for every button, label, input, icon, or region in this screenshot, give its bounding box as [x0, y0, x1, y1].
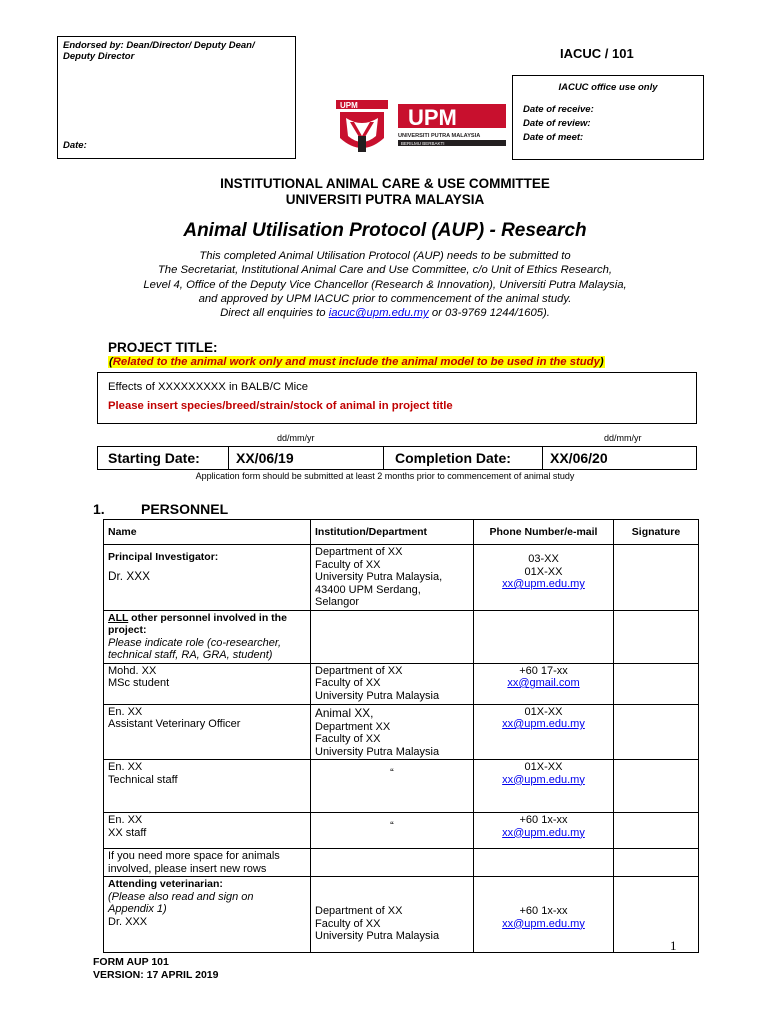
table-row [104, 849, 699, 877]
date-of-review-label: Date of review: [523, 118, 591, 129]
signature-cell[interactable] [614, 877, 699, 953]
signature-cell[interactable] [614, 760, 699, 813]
completion-date-label: Completion Date: [395, 450, 511, 466]
col-phone-header: Phone Number/e-mail [474, 520, 614, 545]
pi-name: Dr. XXX [108, 568, 150, 583]
intro-line-4: and approved by UPM IACUC prior to commencement of the animal study. [198, 292, 572, 305]
office-use-title: IACUC office use only [558, 82, 658, 93]
table-row: En. XX Technical staff “ 01X-XX xx@upm.edu.my [104, 760, 699, 813]
intro-text [85, 249, 685, 320]
col-signature-header: Signature [614, 520, 699, 545]
committee-line-2: UNIVERSITI PUTRA MALAYSIA [285, 192, 485, 207]
vet-label: Attending veterinarian: [108, 878, 223, 890]
date-of-receive-label: Date of receive: [523, 104, 594, 115]
other-personnel-hint: Please indicate role (co-researcher, technical staff, RA, GRA, student) [108, 636, 282, 661]
vet-hint: (Please also read and sign on Appendix 1) [108, 890, 254, 915]
project-title-warning: Please insert species/breed/strain/stock of animal in project title [108, 400, 453, 412]
form-code: IACUC / 101 [560, 46, 634, 61]
table-row: Attending veterinarian: (Please also read and sign on Appendix 1) Dr. XXX Department of XX Faculty of XX University Putra Malaysia +60 1x-xx xx@upm.edu.my [104, 877, 699, 953]
signature-cell[interactable] [614, 704, 699, 760]
other-personnel-label: ALL other personnel involved in the project: [108, 611, 287, 636]
section-title: PERSONNEL [141, 501, 229, 517]
page-number: 1 [670, 938, 677, 953]
col-name-header: Name [104, 520, 311, 545]
pi-email-link[interactable]: xx@upm.edu.my [502, 578, 585, 590]
end-date-format: dd/mm/yr [604, 433, 642, 443]
application-note: Application form should be submitted at least 2 months prior to commencement of animal study [195, 471, 575, 481]
intro-line-5: Direct all enquiries to iacuc@upm.edu.my or 03-9769 1244/1605). [220, 307, 550, 320]
project-title-field[interactable] [97, 372, 697, 424]
endorse-date-label: Date: [63, 140, 87, 151]
intro-line-1: This completed Animal Utilisation Protocol (AUP) needs to be submitted to [199, 250, 571, 262]
iacuc-email-link[interactable]: iacuc@upm.edu.my [328, 307, 429, 320]
table-header-row [104, 520, 699, 545]
starting-date-value[interactable]: XX/06/19 [236, 450, 294, 466]
footer [93, 956, 218, 982]
table-row: En. XX XX staff “ +60 1x-xx xx@upm.edu.my [104, 813, 699, 849]
completion-date-value[interactable]: XX/06/20 [550, 450, 608, 466]
table-row: En. XX Assistant Veterinary Officer Animal XX, Department XX Faculty of XX University Putra Malaysia 01X-XX xx@upm.edu.my [104, 704, 699, 760]
svg-text:UPM: UPM [340, 101, 358, 110]
personnel-table [103, 519, 699, 953]
committee-line-1: INSTITUTIONAL ANIMAL CARE & USE COMMITTEE [220, 176, 550, 191]
table-row: Mohd. XX MSc student Department of XX Faculty of XX University Putra Malaysia +60 17-xx xx@gmail.com [104, 663, 699, 704]
project-title-heading: PROJECT TITLE: [108, 340, 218, 355]
pi-label: Principal Investigator: [108, 551, 219, 563]
project-title-value: Effects of XXXXXXXXX in BALB/C Mice [108, 381, 309, 393]
svg-text:UNIVERSITI PUTRA MALAYSIA: UNIVERSITI PUTRA MALAYSIA [398, 133, 481, 139]
starting-date-label: Starting Date: [108, 450, 200, 466]
date-of-meet-label: Date of meet: [523, 132, 584, 143]
space-note: If you need more space for animals involved, please insert new rows [104, 849, 311, 877]
intro-line-2: The Secretariat, Institutional Animal Care and Use Committee, c/o Unit of Ethics Research, [157, 264, 613, 277]
form-id: FORM AUP 101 [93, 956, 169, 968]
signature-cell[interactable] [614, 545, 699, 611]
signature-cell[interactable] [614, 813, 699, 849]
svg-text:UPM: UPM [408, 105, 457, 130]
vet-name: Dr. XXX [108, 915, 148, 928]
page-title: Animal Utilisation Protocol (AUP) - Research [183, 220, 587, 241]
col-institution-header: Institution/Department [311, 520, 474, 545]
table-row [104, 610, 699, 663]
form-version: VERSION: 17 APRIL 2019 [93, 969, 219, 981]
intro-line-3: Level 4, Office of the Deputy Vice Chancellor (Research & Innovation), Universiti Putra Malaysia, [143, 278, 627, 291]
start-date-format: dd/mm/yr [277, 433, 315, 443]
section-number: 1. [93, 501, 105, 517]
upm-logo [336, 98, 506, 160]
signature-cell[interactable] [614, 663, 699, 704]
table-row: Principal Investigator: Dr. XXX Department of XX Faculty of XX University Putra Malaysia, 43400 UPM Serdang, Selangor 03-XX 01X-XX xx@upm.edu.my [104, 545, 699, 611]
endorsed-by-label: Endorsed by: Dean/Director/ Deputy Dean/ Deputy Director [63, 40, 255, 62]
project-title-note: (Related to the animal work only and must include the animal model to be used in the study) [109, 356, 604, 368]
svg-text:BERILMU BERBAKTI: BERILMU BERBAKTI [401, 141, 445, 146]
